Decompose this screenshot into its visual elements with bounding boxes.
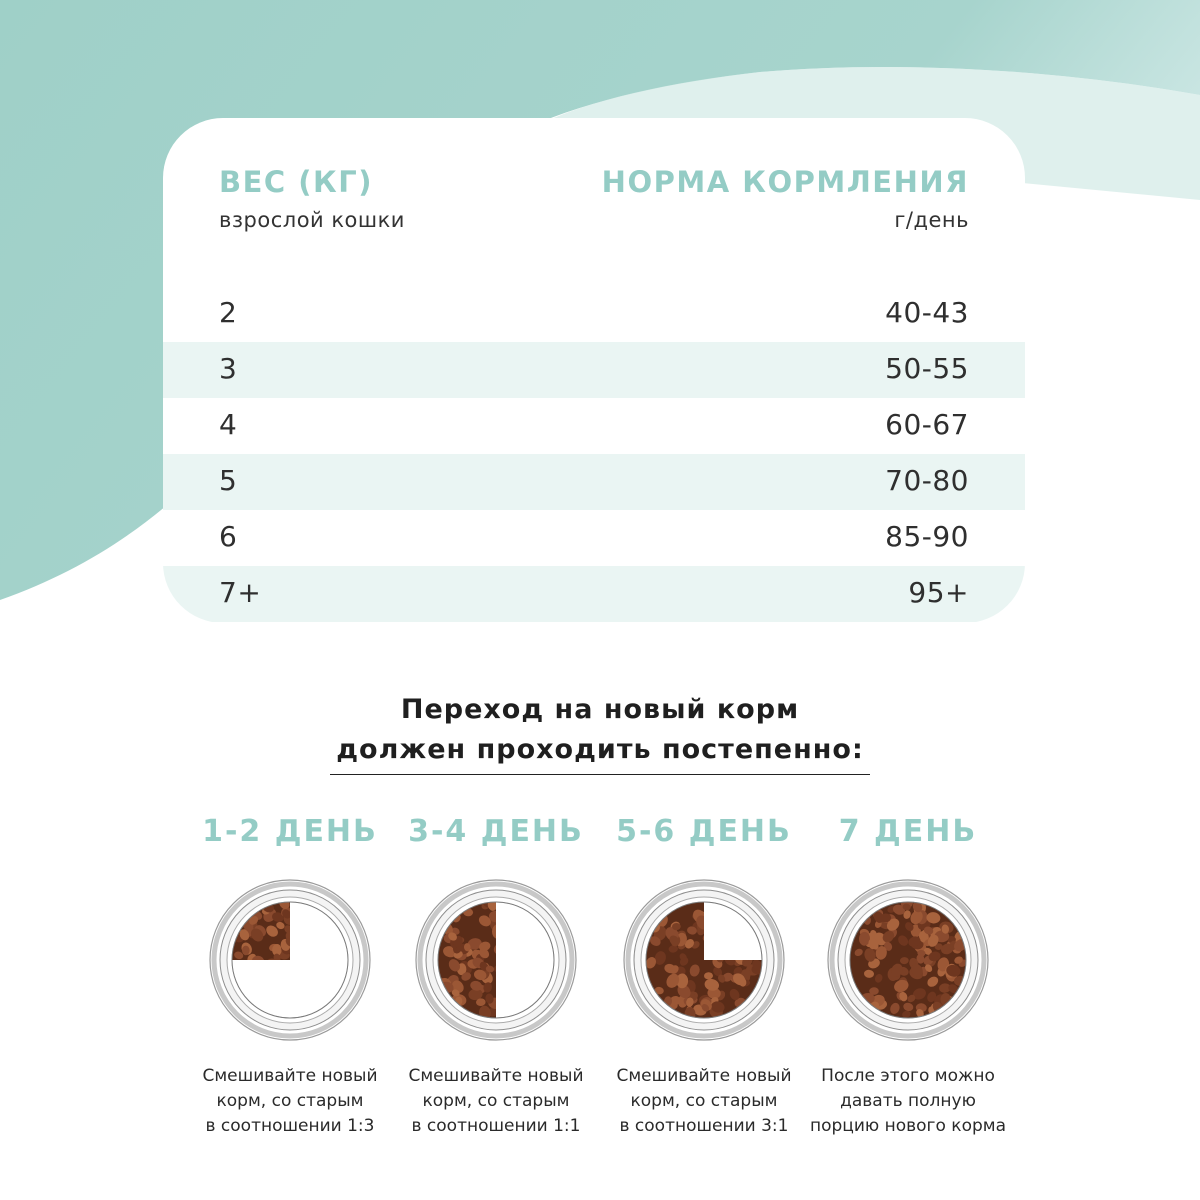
weight-cell: 5 [219, 464, 238, 497]
weight-header: ВЕС (КГ) [219, 165, 373, 199]
norm-cell: 70-80 [885, 464, 969, 497]
step-description [796, 1064, 1020, 1139]
weight-cell: 2 [219, 296, 238, 329]
step-text-line: порцию нового корма [809, 1116, 1006, 1136]
norm-header: НОРМА КОРМЛЕНИЯ [601, 165, 969, 199]
norm-cell: 40-43 [885, 296, 969, 329]
step-text-line: в соотношении 3:1 [619, 1116, 789, 1136]
step-text-line: в соотношении 1:1 [411, 1116, 581, 1136]
table-row [163, 398, 1025, 454]
feeding-table-rows [163, 286, 1025, 622]
step-description [592, 1064, 816, 1139]
step-description [178, 1064, 402, 1139]
table-row [163, 454, 1025, 510]
norm-subheader: г/день [894, 208, 969, 232]
norm-column-header [602, 164, 969, 232]
weight-cell: 7+ [219, 576, 262, 609]
step-title: 7 ДЕНЬ [838, 814, 978, 849]
step-description [384, 1064, 608, 1139]
weight-subheader: взрослой кошки [219, 208, 405, 232]
step-day-5-6 [592, 812, 816, 1139]
step-text-line: корм, со старым [216, 1091, 364, 1111]
norm-cell: 85-90 [885, 520, 969, 553]
transition-steps [178, 812, 1014, 1152]
step-text-line: Смешивайте новый [202, 1066, 378, 1086]
table-row [163, 342, 1025, 398]
step-text-line: Смешивайте новый [408, 1066, 584, 1086]
bowl-icon [826, 878, 990, 1042]
bowl-icon [622, 878, 786, 1042]
transition-heading [0, 690, 1200, 775]
bowl-icon [208, 878, 372, 1042]
weight-cell: 4 [219, 408, 238, 441]
table-row [163, 286, 1025, 342]
transition-line-2: должен проходить постепенно: [330, 730, 870, 775]
weight-column-header [219, 164, 405, 232]
step-text-line: Смешивайте новый [616, 1066, 792, 1086]
bowl-icon [414, 878, 578, 1042]
step-day-1-2 [178, 812, 402, 1139]
step-text-line: корм, со старым [630, 1091, 778, 1111]
step-text-line: в соотношении 1:3 [205, 1116, 375, 1136]
weight-cell: 6 [219, 520, 238, 553]
table-row [163, 510, 1025, 566]
norm-cell: 50-55 [885, 352, 969, 385]
norm-cell: 95+ [908, 576, 969, 609]
feeding-table-card [163, 118, 1025, 623]
step-day-7 [796, 812, 1020, 1139]
step-title: 3-4 ДЕНЬ [408, 814, 584, 849]
step-text-line: корм, со старым [422, 1091, 570, 1111]
norm-cell: 60-67 [885, 408, 969, 441]
step-text-line: После этого можно [821, 1066, 995, 1086]
step-title: 1-2 ДЕНЬ [202, 814, 378, 849]
step-text-line: давать полную [840, 1091, 976, 1111]
step-day-3-4 [384, 812, 608, 1139]
weight-cell: 3 [219, 352, 238, 385]
step-title: 5-6 ДЕНЬ [616, 814, 792, 849]
table-row [163, 566, 1025, 622]
transition-line-1: Переход на новый корм [400, 694, 800, 725]
